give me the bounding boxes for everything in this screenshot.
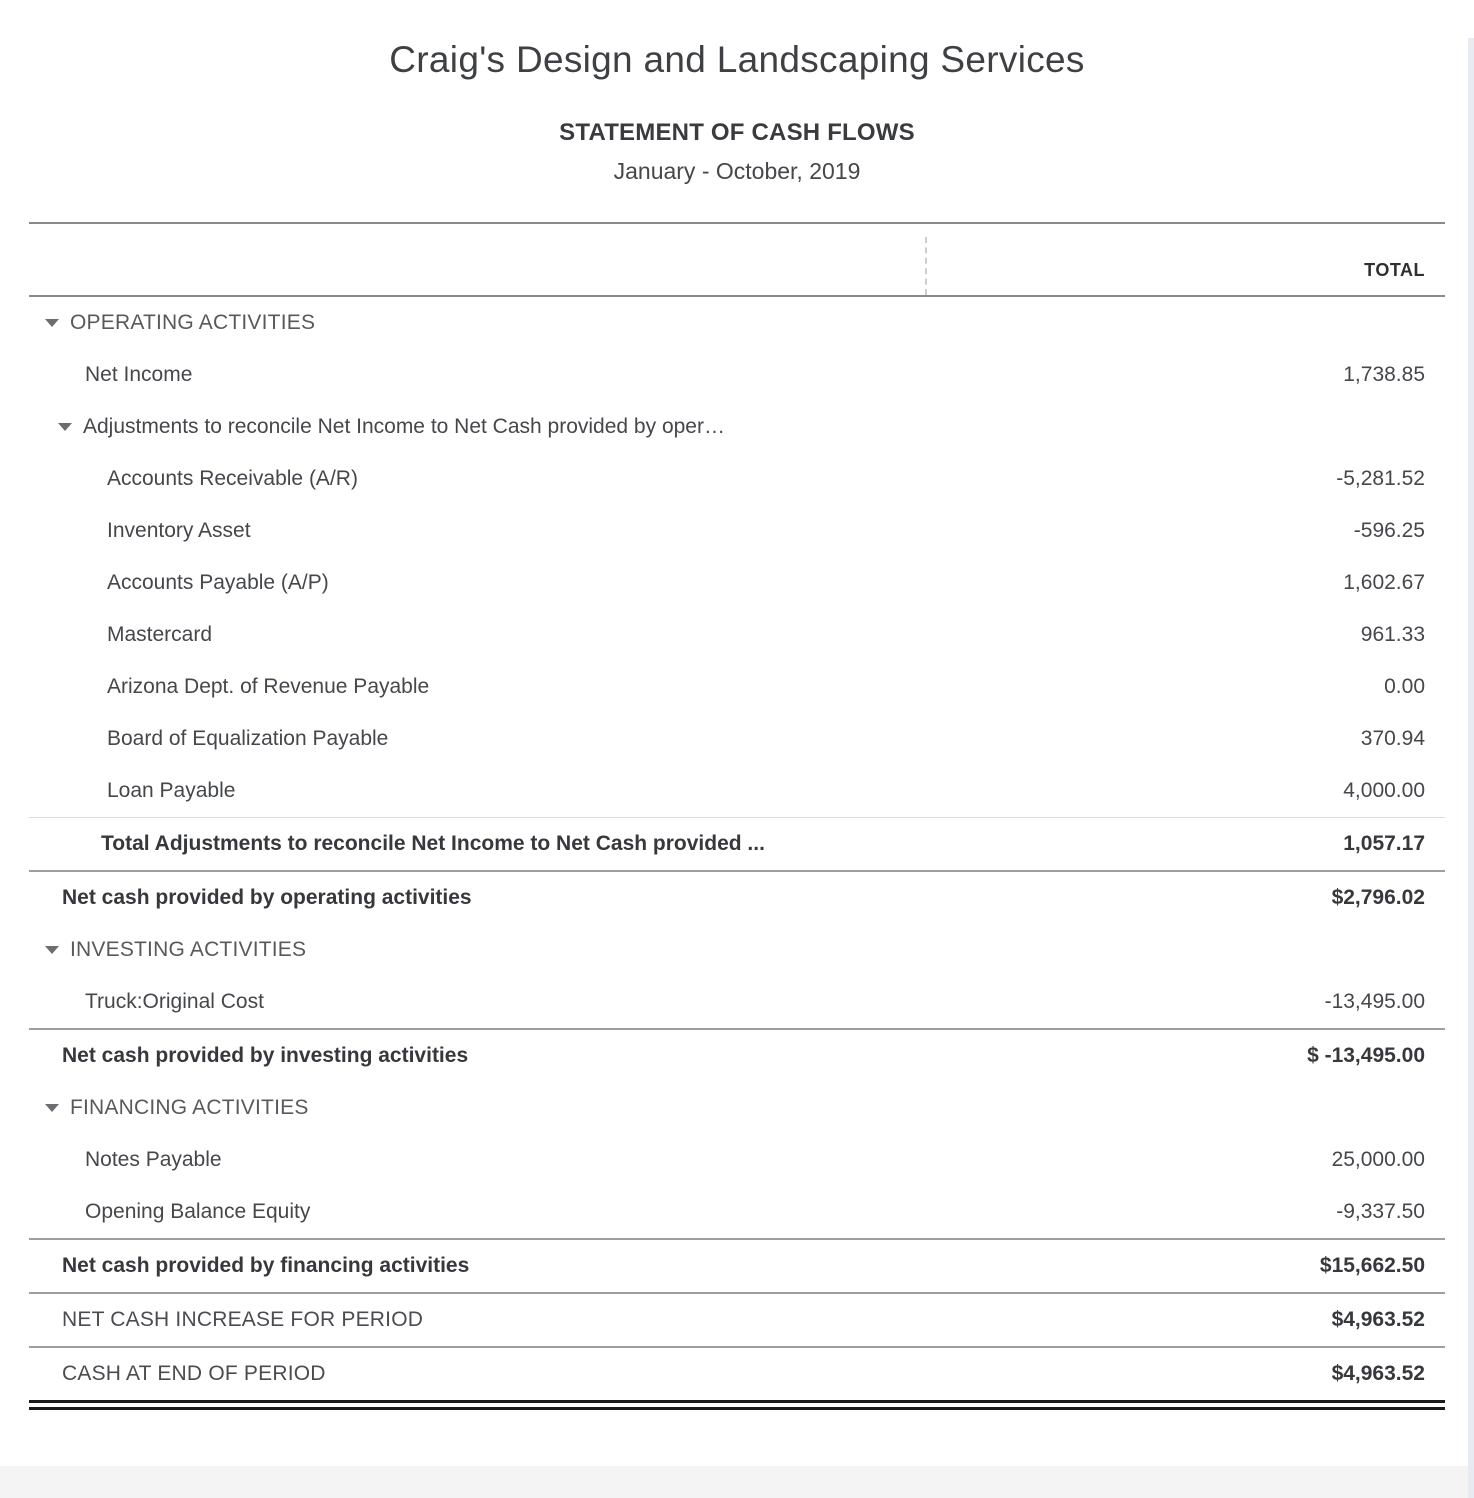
table-row [29, 1028, 1445, 1082]
table-row [29, 297, 1445, 349]
table-row [29, 453, 1445, 505]
row-value: $4,963.52 [1331, 1362, 1425, 1385]
table-row [29, 557, 1445, 609]
row-label: Accounts Receivable (A/R) [107, 467, 358, 490]
row-label: Arizona Dept. of Revenue Payable [107, 675, 430, 698]
row-label: Net cash provided by operating activities [62, 886, 472, 909]
row-value: 25,000.00 [1331, 1148, 1425, 1171]
row-label: Inventory Asset [107, 519, 251, 542]
report-period: January - October, 2019 [613, 158, 861, 184]
row-label: Notes Payable [85, 1148, 222, 1171]
row-label: Net cash provided by investing activities [62, 1044, 469, 1067]
row-value: $2,796.02 [1331, 886, 1425, 909]
row-label: Net Income [85, 363, 193, 386]
table-row [29, 1134, 1445, 1186]
table-row [29, 924, 1445, 976]
table-row [29, 661, 1445, 713]
report-title: STATEMENT OF CASH FLOWS [559, 119, 915, 146]
table-row [29, 1346, 1445, 1400]
table-row [29, 870, 1445, 924]
row-value: -5,281.52 [1336, 467, 1425, 490]
table-row [29, 349, 1445, 401]
report-bottom-double-rule [29, 1400, 1445, 1410]
collapse-caret-icon[interactable] [45, 1104, 59, 1112]
row-value: -13,495.00 [1324, 990, 1425, 1013]
row-value: 1,602.67 [1343, 571, 1425, 594]
row-value: -9,337.50 [1336, 1200, 1425, 1223]
collapse-caret-icon[interactable] [45, 319, 59, 327]
scrollbar-track[interactable] [1468, 38, 1474, 1498]
company-name: Craig's Design and Landscaping Services [389, 39, 1085, 80]
row-value: 1,738.85 [1343, 363, 1425, 386]
row-label: Board of Equalization Payable [107, 727, 389, 750]
total-column-header: TOTAL [1364, 260, 1425, 280]
table-header-row [29, 222, 1445, 297]
table-row [29, 765, 1445, 817]
collapse-caret-icon[interactable] [58, 423, 72, 431]
collapse-caret-icon[interactable] [45, 946, 59, 954]
row-value: $4,963.52 [1331, 1308, 1425, 1331]
table-row [29, 1082, 1445, 1134]
table-row [29, 817, 1445, 870]
row-label: Accounts Payable (A/P) [107, 571, 329, 594]
row-value: 961.33 [1360, 623, 1425, 646]
row-label: FINANCING ACTIVITIES [70, 1096, 309, 1119]
page-bottom-strip [0, 1466, 1474, 1498]
row-label: INVESTING ACTIVITIES [70, 938, 307, 961]
row-label: CASH AT END OF PERIOD [62, 1362, 326, 1385]
row-label: Net cash provided by financing activities [62, 1254, 470, 1277]
table-row [29, 505, 1445, 557]
row-label: Adjustments to reconcile Net Income to Net Cash provided by oper… [83, 415, 725, 438]
table-row [29, 1186, 1445, 1238]
row-label: Total Adjustments to reconcile Net Income to Net Cash provided ... [101, 832, 765, 855]
row-label: Opening Balance Equity [85, 1200, 311, 1223]
row-label: Truck:Original Cost [85, 990, 264, 1013]
table-row [29, 401, 1445, 453]
table-row [29, 1292, 1445, 1346]
table-row [29, 609, 1445, 661]
row-value: 0.00 [1384, 675, 1425, 698]
row-value: $ -13,495.00 [1307, 1044, 1425, 1067]
column-divider [925, 237, 927, 295]
cash-flow-report [29, 38, 1445, 1426]
row-value: 4,000.00 [1343, 779, 1425, 802]
table-row [29, 976, 1445, 1028]
row-value: -596.25 [1353, 519, 1425, 542]
row-value: $15,662.50 [1319, 1254, 1425, 1277]
row-label: Mastercard [107, 623, 213, 646]
row-value: 370.94 [1360, 727, 1425, 750]
bottom-gap [29, 1410, 1445, 1426]
report-table [29, 297, 1445, 1400]
row-label: NET CASH INCREASE FOR PERIOD [62, 1308, 424, 1331]
row-label: Loan Payable [107, 779, 236, 802]
row-value: 1,057.17 [1343, 832, 1425, 855]
table-row [29, 713, 1445, 765]
table-row [29, 1238, 1445, 1292]
row-label: OPERATING ACTIVITIES [70, 311, 316, 334]
